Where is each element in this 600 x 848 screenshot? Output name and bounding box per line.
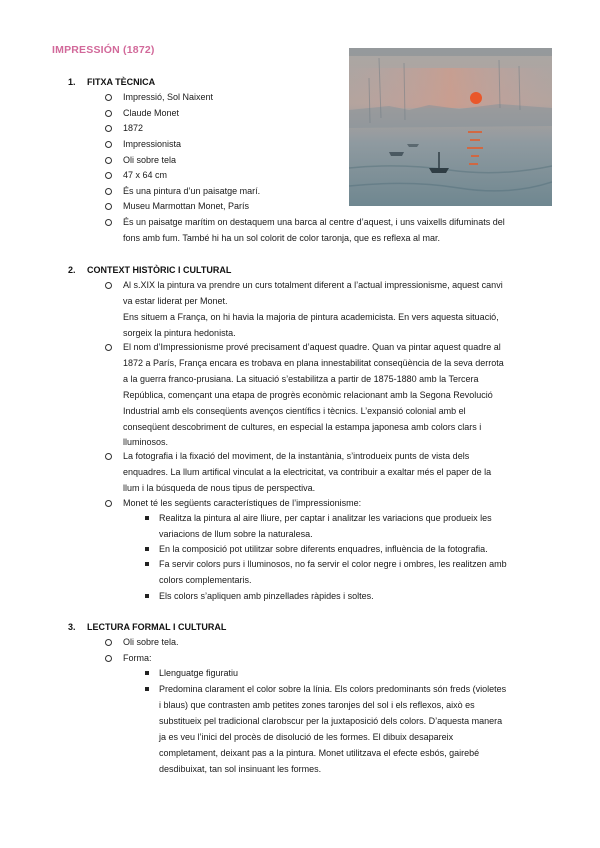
- circle-bullet-icon: [105, 188, 112, 195]
- circle-bullet-icon: [105, 94, 112, 101]
- sub-list-item: [159, 542, 488, 558]
- paragraph-line: Realitza la pintura al aire lliure, per captar i analitzar les variacions que produeix les: [159, 513, 492, 523]
- paragraph-line: i blaus) que contrasten amb petites zones taronjes del sol i els reflexos, això es: [159, 699, 475, 710]
- impression-sunrise-painting-icon: [349, 48, 552, 206]
- sub-list-item: [159, 589, 374, 605]
- paragraph-line: ja es veu l’inici del procès de disolució de les formes. El dibuix desapareix: [159, 731, 454, 742]
- circle-bullet-icon: [105, 344, 112, 351]
- section-number: 3.: [68, 622, 76, 632]
- paragraph-line: Predomina clarament el color sobre la línia. Els colors predominants són freds (violetes: [159, 684, 507, 694]
- circle-bullet-icon: [105, 655, 112, 662]
- square-bullet-icon: [145, 594, 149, 598]
- list-item-text: És una pintura d’un paisatge marí.: [123, 186, 261, 196]
- circle-bullet-icon: [105, 282, 112, 289]
- list-item: [123, 199, 249, 215]
- list-item-text: Impressionista: [123, 139, 182, 149]
- section-number: 1.: [68, 77, 76, 87]
- list-item: [123, 340, 504, 451]
- section-title: FITXA TÈCNICA: [87, 77, 156, 87]
- list-item: [123, 168, 167, 184]
- paragraph-line: 1872 a París, França encara es trobava en plana innestabilitat conseqüència de la seva derrota: [123, 357, 504, 368]
- section-heading-lectura-formal: [68, 622, 226, 632]
- circle-bullet-icon: [105, 500, 112, 507]
- list-item: [123, 635, 179, 651]
- list-item: [123, 106, 179, 122]
- paragraph-line: lluminosos.: [123, 437, 169, 448]
- list-item-text: Oli sobre tela.: [123, 637, 179, 647]
- list-item-text: Museu Marmottan Monet, París: [123, 201, 250, 211]
- paragraph-line: llum i la búsqueda de nous tipus de perspectiva.: [123, 482, 316, 493]
- paragraph-line: conseqüent descobriment de cultures, en especial la estampa japonesa amb colors clars i: [123, 421, 482, 432]
- list-item: [123, 90, 213, 106]
- list-item: [123, 278, 503, 342]
- paragraph-line: República, començant una etapa de progrès econòmic relacionant amb la Segona Revolució: [123, 389, 493, 400]
- circle-bullet-icon: [105, 110, 112, 117]
- list-item-text: 1872: [123, 123, 144, 133]
- sub-list-item: [159, 666, 238, 682]
- document-title: IMPRESSIÓN (1872): [52, 44, 155, 56]
- painting-image: [349, 48, 552, 206]
- paragraph-line: a la guerra franco-prusiana. La situació s’estabilitza a partir de 1875-1880 amb la Tercera: [123, 373, 479, 384]
- paragraph-line: És un paisatge marítim on destaquem una barca al centre d’aquest, i uns vaixells difuminats del: [123, 217, 505, 227]
- circle-bullet-icon: [105, 219, 112, 226]
- paragraph-line: Llenguatge figuratiu: [159, 668, 239, 678]
- list-item-text: Impressió, Sol Naixent: [123, 92, 214, 102]
- section-heading-fitxa-tecnica: [68, 77, 155, 87]
- list-item: [123, 215, 505, 247]
- list-item-text: Forma:: [123, 653, 152, 663]
- list-item: [123, 184, 260, 200]
- paragraph-line: El nom d’Impressionisme prové precisament d’aquest quadre. Quan va pintar aquest quadre al: [123, 342, 501, 352]
- paragraph-line: Fa servir colors purs i lluminosos, no fa servir el color negre i ombres, les realitzen amb: [159, 559, 507, 569]
- paragraph-line: colors complementaris.: [159, 574, 252, 585]
- square-bullet-icon: [145, 671, 149, 675]
- list-item-text: Claude Monet: [123, 108, 180, 118]
- sub-list-item: [159, 557, 507, 589]
- paragraph-line: desdibuixat, tan sol insinuant les formes.: [159, 763, 322, 774]
- paragraph-line: En la composició pot utilitzar sobre diferents enquadres, influència de la fotografia.: [159, 544, 488, 554]
- paragraph-line: Els colors s’apliquen amb pinzellades ràpides i soltes.: [159, 591, 374, 601]
- circle-bullet-icon: [105, 157, 112, 164]
- paragraph-line: completament, deixant pas a la pintura. Monet utilitzava el efecte esbós, gairebé: [159, 747, 480, 758]
- sub-list-item: [159, 511, 492, 543]
- sub-list-item: [159, 682, 506, 777]
- square-bullet-icon: [145, 687, 149, 691]
- list-item-text: 47 x 64 cm: [123, 170, 168, 180]
- square-bullet-icon: [145, 516, 149, 520]
- list-item: [123, 137, 181, 153]
- section-number: 2.: [68, 265, 76, 275]
- circle-bullet-icon: [105, 453, 112, 460]
- section-title: CONTEXT HISTÒRIC I CULTURAL: [87, 265, 232, 275]
- paragraph-line: La fotografia i la fixació del moviment, de la instantània, s’introdueix punts de vista dels: [123, 451, 470, 461]
- circle-bullet-icon: [105, 172, 112, 179]
- paragraph-line: Ens situem a França, on hi havia la majoria de pintura academicista. En vers aquesta situació,: [123, 311, 499, 322]
- circle-bullet-icon: [105, 203, 112, 210]
- circle-bullet-icon: [105, 125, 112, 132]
- paragraph-line: sorgeix la pintura hedonista.: [123, 327, 236, 338]
- circle-bullet-icon: [105, 639, 112, 646]
- circle-bullet-icon: [105, 141, 112, 148]
- list-item: [123, 496, 361, 512]
- paragraph-line: Industrial amb els conseqüents avenços científics i tècnics. L’expansió colonial amb el: [123, 405, 466, 416]
- section-title: LECTURA FORMAL I CULTURAL: [87, 622, 227, 632]
- paragraph-line: fons amb fum. També hi ha un sol colorit de color taronja, que es reflexa al mar.: [123, 232, 440, 243]
- paragraph-line: Al s.XIX la pintura va prendre un curs totalment diferent a l’actual impressionisme, aquest canvi: [123, 280, 503, 290]
- paragraph-line: variacions de llum sobre la naturalesa.: [159, 528, 313, 539]
- square-bullet-icon: [145, 562, 149, 566]
- paragraph-line: enquadres. La llum artifical vinculat a la electricitat, va contribuir a exaltar més el paper de la: [123, 466, 492, 477]
- list-item-text: Monet té les següents característiques de l’impressionisme:: [123, 498, 362, 508]
- list-item: [123, 121, 143, 137]
- paragraph-line: va estar liderat per Monet.: [123, 295, 228, 306]
- list-item-text: Oli sobre tela: [123, 155, 177, 165]
- section-heading-context-historic: [68, 265, 231, 275]
- paragraph-line: substitueix pel tradicional clarobscur per la juxtaposició dels colors. D’aquesta manera: [159, 715, 503, 726]
- square-bullet-icon: [145, 547, 149, 551]
- list-item: [123, 449, 491, 497]
- list-item: [123, 651, 152, 667]
- list-item: [123, 153, 176, 169]
